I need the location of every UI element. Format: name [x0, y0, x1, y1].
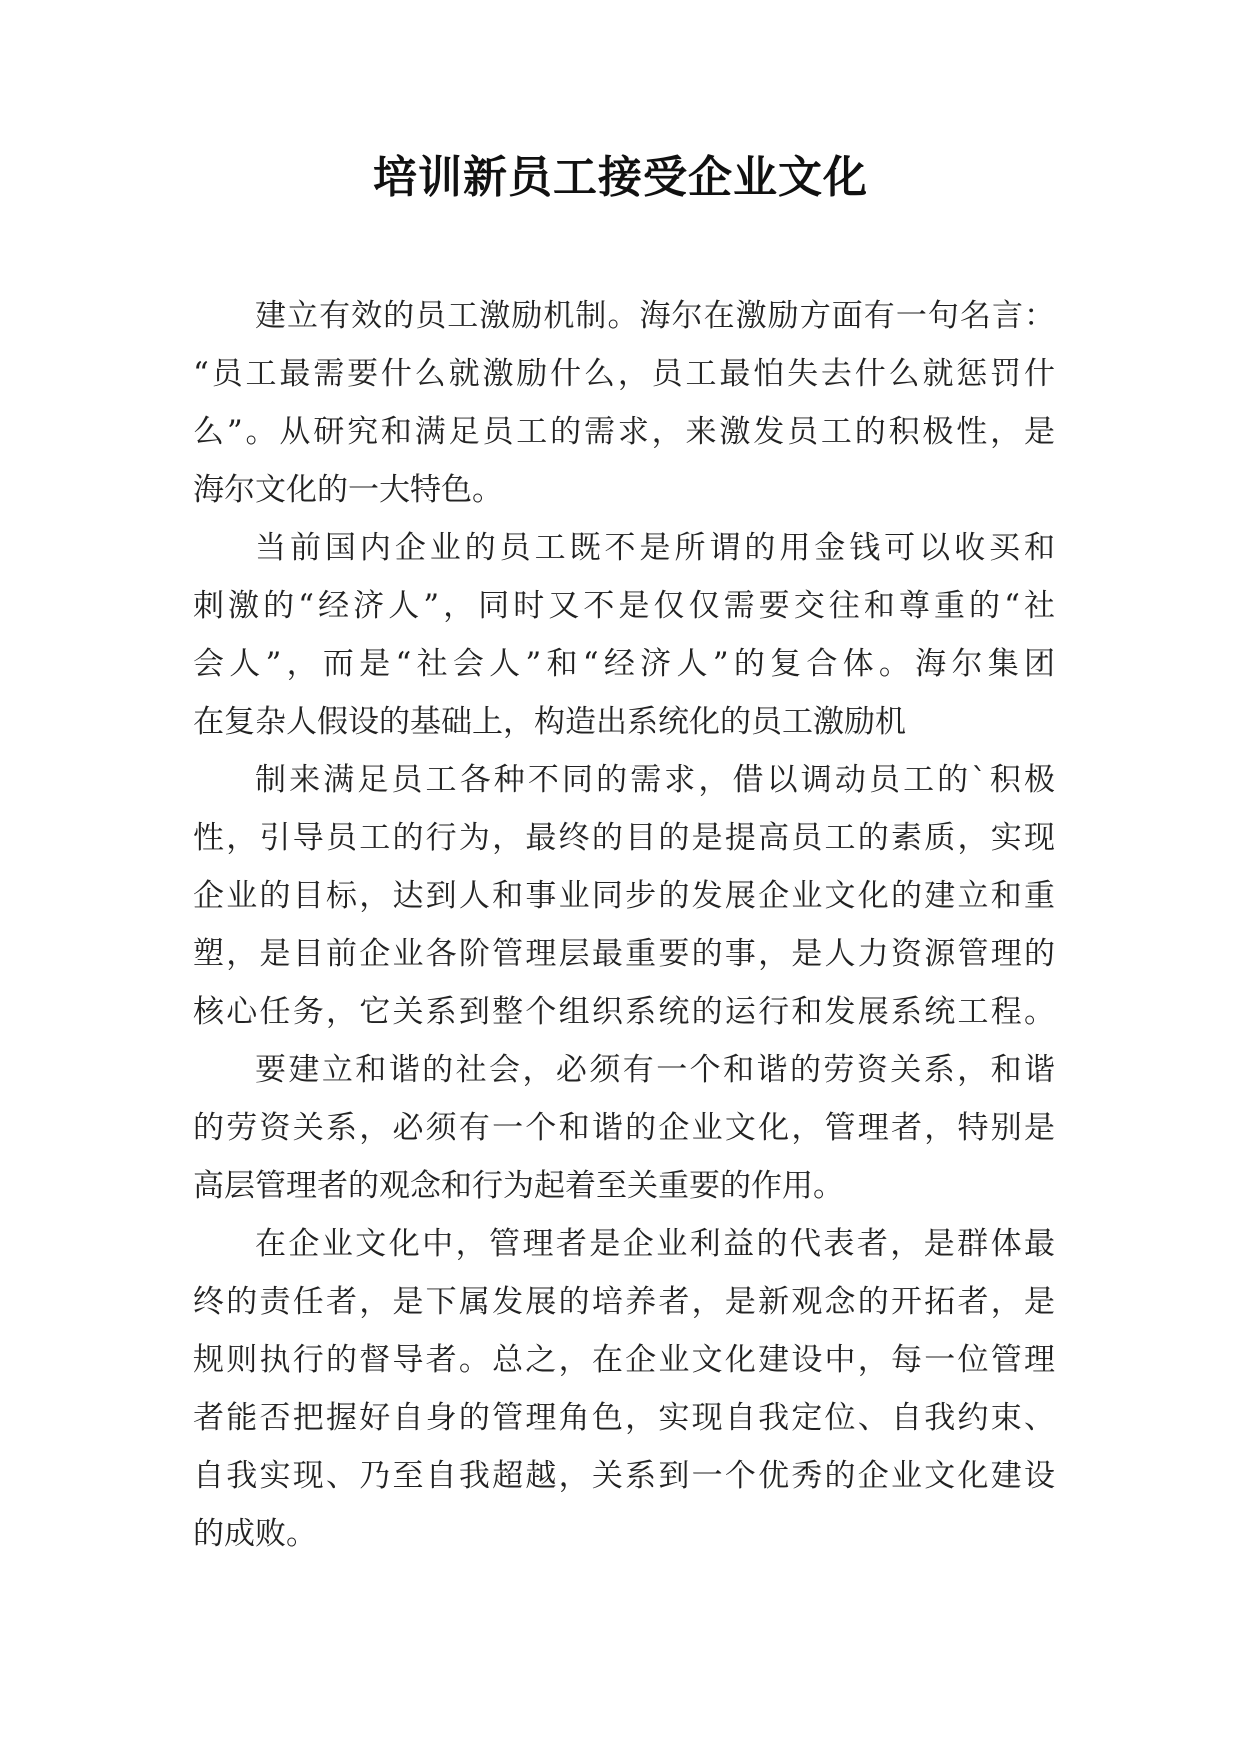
paragraph-line: 的劳资关系，必须有一个和谐的企业文化，管理者，特别是 — [193, 1110, 1055, 1146]
paragraph-line: 终的责任者，是下属发展的培养者，是新观念的开拓者，是 — [193, 1284, 1055, 1320]
paragraph-line: 在企业文化中，管理者是企业利益的代表者，是群体最 — [255, 1226, 1055, 1262]
paragraph-line: 要建立和谐的社会，必须有一个和谐的劳资关系，和谐 — [255, 1052, 1055, 1088]
document-body — [193, 287, 1055, 1563]
paragraph-line: 刺激的“经济人”，同时又不是仅仅需要交往和尊重的“社 — [193, 588, 1055, 624]
paragraph-line: 会人”，而是“社会人”和“经济人”的复合体。海尔集团 — [193, 646, 1055, 682]
paragraph-line: 规则执行的督导者。总之，在企业文化建设中，每一位管理 — [193, 1342, 1055, 1378]
paragraph-line: 塑，是目前企业各阶管理层最重要的事，是人力资源管理的 — [193, 936, 1055, 972]
paragraph-line: 性，引导员工的行为，最终的目的是提高员工的素质，实现 — [193, 820, 1055, 856]
paragraph-line: 建立有效的员工激励机制。海尔在激励方面有一句名言： — [255, 298, 1055, 334]
paragraph-line: 海尔文化的一大特色。 — [193, 472, 503, 508]
paragraph-line: 核心任务，它关系到整个组织系统的运行和发展系统工程。 — [193, 994, 1055, 1030]
paragraph-1 — [193, 287, 1055, 519]
paragraph-2 — [193, 519, 1055, 751]
paragraph-line: 企业的目标，达到人和事业同步的发展企业文化的建立和重 — [193, 878, 1055, 914]
paragraph-line: 在复杂人假设的基础上，构造出系统化的员工激励机 — [193, 704, 906, 740]
paragraph-line: 制来满足员工各种不同的需求，借以调动员工的`积极 — [255, 762, 1055, 798]
paragraph-line: 当前国内企业的员工既不是所谓的用金钱可以收买和 — [255, 530, 1055, 566]
paragraph-line: 者能否把握好自身的管理角色，实现自我定位、自我约束、 — [193, 1400, 1055, 1436]
paragraph-5 — [193, 1215, 1055, 1563]
paragraph-line: 的成败。 — [193, 1516, 317, 1552]
paragraph-3 — [193, 751, 1055, 1041]
paragraph-line: 自我实现、乃至自我超越，关系到一个优秀的企业文化建设 — [193, 1458, 1055, 1494]
paragraph-4 — [193, 1041, 1055, 1215]
paragraph-line: “员工最需要什么就激励什么，员工最怕失去什么就惩罚什 — [193, 356, 1055, 392]
paragraph-line: 高层管理者的观念和行为起着至关重要的作用。 — [193, 1168, 844, 1204]
document-title: 培训新员工接受企业文化 — [373, 152, 868, 203]
paragraph-line: 么”。从研究和满足员工的需求，来激发员工的积极性，是 — [193, 414, 1055, 450]
